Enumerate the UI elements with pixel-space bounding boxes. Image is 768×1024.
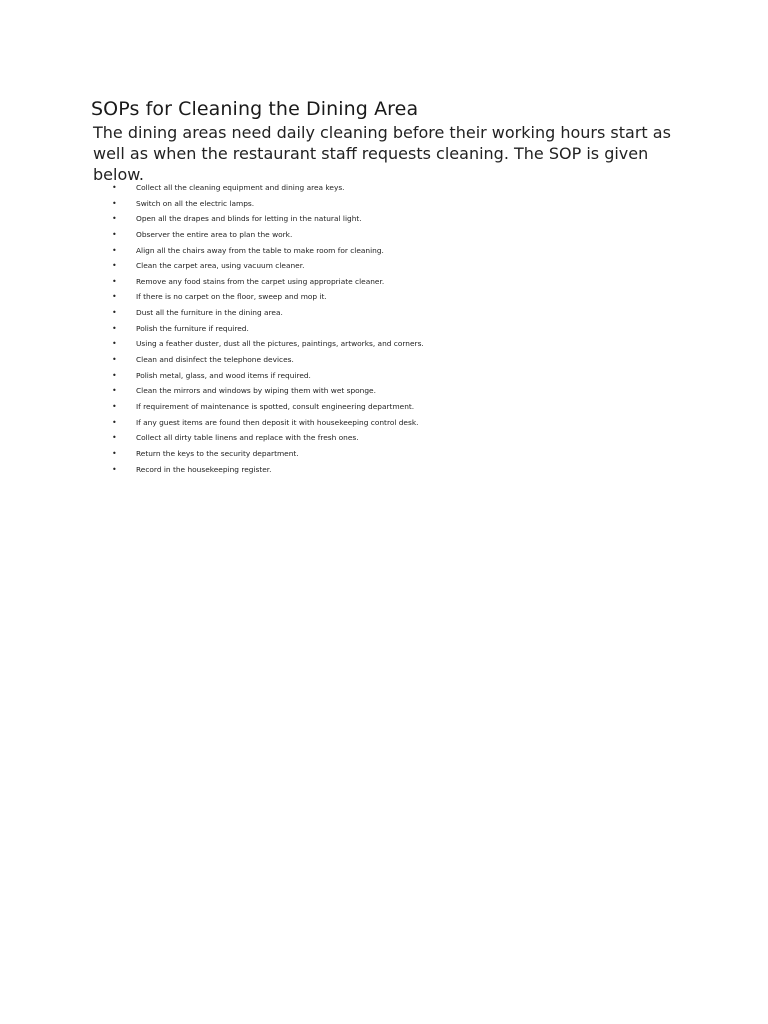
list-item-text: If any guest items are found then deposit it with housekeeping control desk. — [136, 417, 419, 427]
bullet-icon: • — [112, 370, 117, 380]
list-item-text: Clean the carpet area, using vacuum cleaner. — [136, 261, 305, 271]
bullet-icon: • — [112, 417, 117, 427]
bullet-icon: • — [112, 229, 117, 239]
sop-step-list — [0, 180, 768, 477]
list-item — [0, 227, 768, 243]
list-item — [0, 180, 768, 196]
list-item — [0, 243, 768, 259]
list-item-text: Collect all dirty table linens and replace with the fresh ones. — [136, 433, 359, 443]
list-item-text: Return the keys to the security department. — [136, 448, 299, 458]
list-item-text: Clean and disinfect the telephone devices. — [136, 355, 294, 365]
list-item — [0, 321, 768, 337]
list-item-text: Using a feather duster, dust all the pictures, paintings, artworks, and corners. — [136, 339, 424, 349]
bullet-icon: • — [112, 323, 117, 333]
bullet-icon: • — [112, 355, 117, 365]
bullet-icon: • — [112, 276, 117, 286]
list-item — [0, 462, 768, 478]
list-item — [0, 399, 768, 415]
list-item-text: If requirement of maintenance is spotted, consult engineering department. — [136, 401, 415, 411]
bullet-icon: • — [112, 401, 117, 411]
list-item — [0, 383, 768, 399]
list-item-text: Clean the mirrors and windows by wiping them with wet sponge. — [136, 386, 376, 396]
list-item-text: If there is no carpet on the floor, sweep and mop it. — [136, 292, 327, 302]
bullet-icon: • — [112, 245, 117, 255]
list-item — [0, 430, 768, 446]
bullet-icon: • — [112, 261, 117, 271]
intro-paragraph: The dining areas need daily cleaning before their working hours start as well as when the restaurant staff requests cleaning. The SOP is given below. — [93, 123, 671, 184]
list-item — [0, 336, 768, 352]
bullet-icon: • — [112, 214, 117, 224]
list-item — [0, 258, 768, 274]
list-item-text: Dust all the furniture in the dining area. — [136, 308, 283, 318]
list-item-text: Polish metal, glass, and wood items if required. — [136, 370, 311, 380]
bullet-icon: • — [112, 464, 117, 474]
list-item-text: Collect all the cleaning equipment and dining area keys. — [136, 183, 345, 192]
list-item — [0, 196, 768, 212]
list-item — [0, 274, 768, 290]
list-item-text: Observer the entire area to plan the work. — [136, 229, 293, 239]
bullet-icon: • — [112, 183, 117, 192]
list-item — [0, 368, 768, 384]
list-item — [0, 211, 768, 227]
list-item-text: Switch on all the electric lamps. — [136, 198, 255, 208]
list-item — [0, 352, 768, 368]
list-item-text: Polish the furniture if required. — [136, 323, 249, 333]
list-item-text: Record in the housekeeping register. — [136, 464, 272, 474]
bullet-icon: • — [112, 308, 117, 318]
list-item — [0, 446, 768, 462]
list-item-text: Open all the drapes and blinds for letting in the natural light. — [136, 214, 362, 224]
bullet-icon: • — [112, 292, 117, 302]
page-title: SOPs for Cleaning the Dining Area — [91, 98, 419, 120]
bullet-icon: • — [112, 448, 117, 458]
bullet-icon: • — [112, 198, 117, 208]
list-item — [0, 289, 768, 305]
list-item-text: Remove any food stains from the carpet using appropriate cleaner. — [136, 276, 385, 286]
list-item-text: Align all the chairs away from the table to make room for cleaning. — [136, 245, 384, 255]
bullet-icon: • — [112, 339, 117, 349]
bullet-icon: • — [112, 386, 117, 396]
list-item — [0, 305, 768, 321]
bullet-icon: • — [112, 433, 117, 443]
list-item — [0, 415, 768, 431]
